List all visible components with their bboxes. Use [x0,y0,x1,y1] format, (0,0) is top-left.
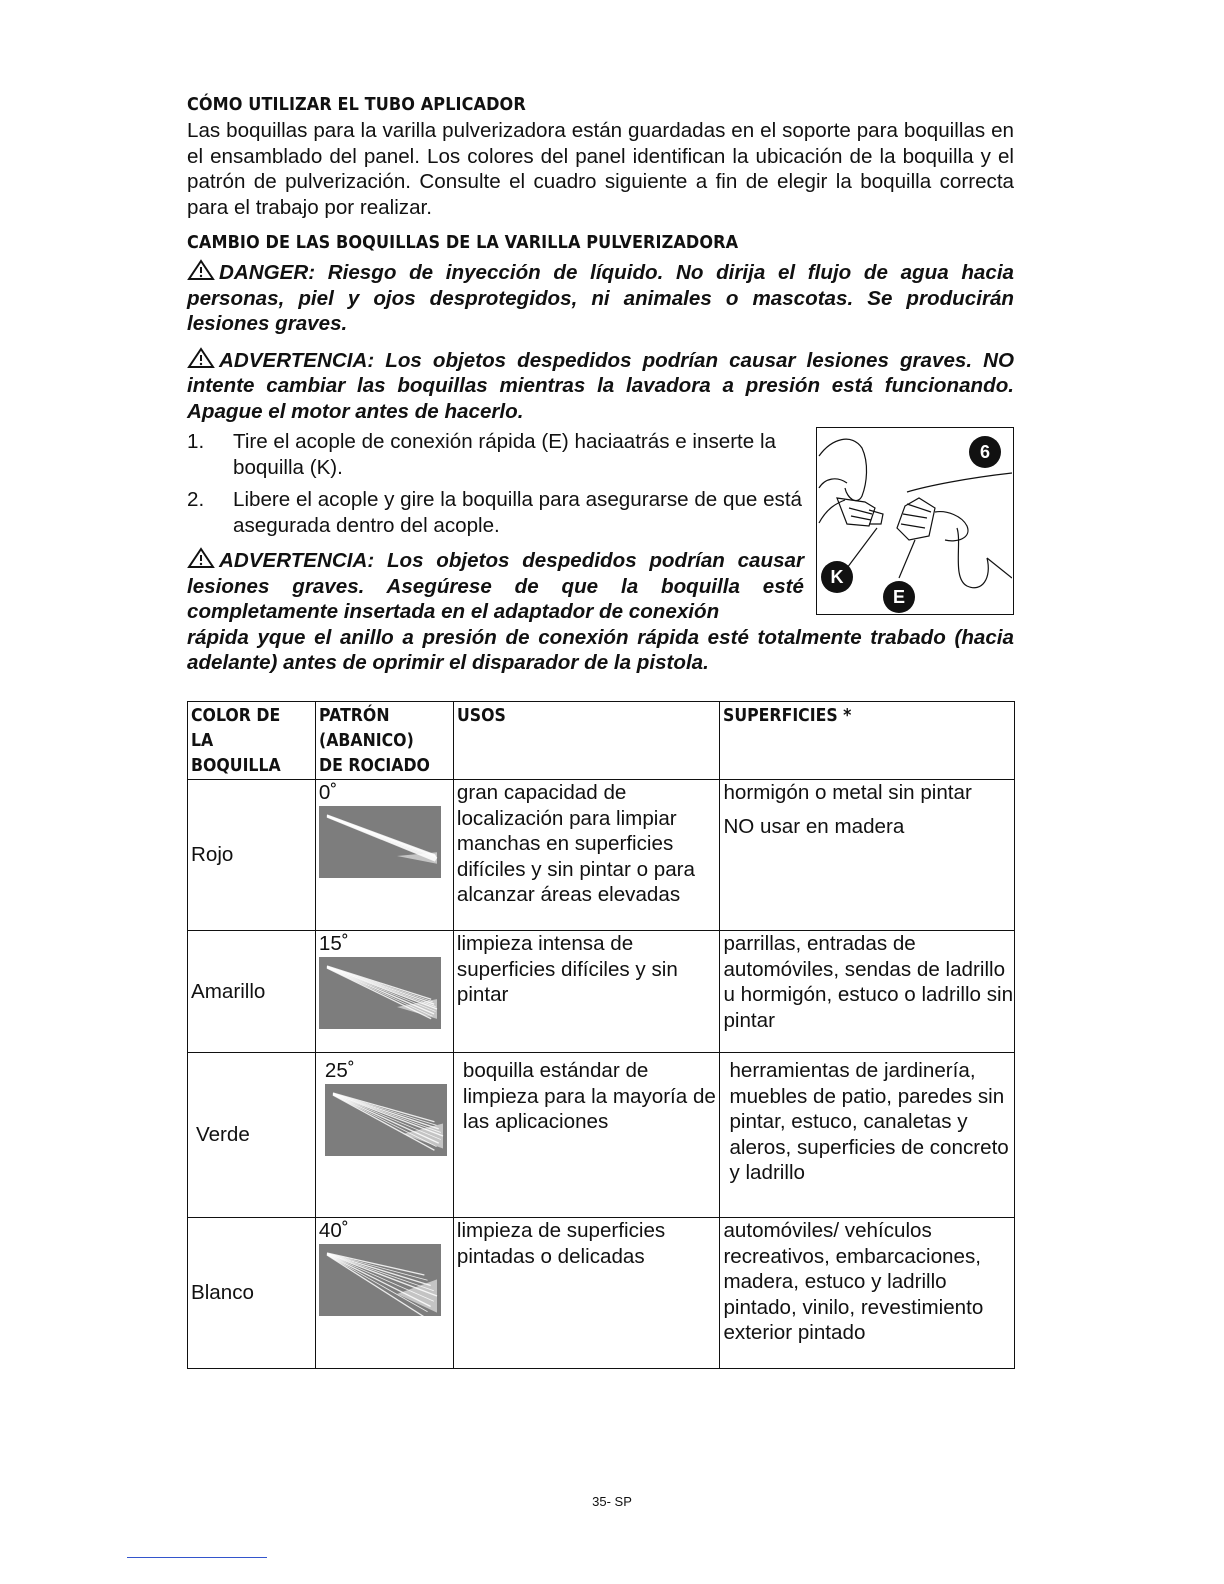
table-row [188,1053,1015,1218]
surfaces-cell: parrillas, entradas de automóviles, sendas de ladrillo u hormigón, estuco o ladrillo sin pintar [720,931,1015,1053]
footer-line [127,1557,267,1558]
warning-triangle-icon [187,347,215,369]
nozzle-install-figure [816,427,1014,615]
surfaces-cell: hormigón o metal sin pintar NO usar en madera [720,780,1015,931]
angle-label: 0˚ [318,781,338,804]
label-k-badge: K [821,561,853,593]
pattern-cell [315,1218,453,1369]
color-cell: Amarillo [188,931,316,1053]
color-cell: Rojo [188,780,316,931]
pattern-cell [315,1053,453,1218]
header-color: COLOR DE LA BOQUILLA [188,702,316,780]
spray-pattern-image [319,1244,441,1316]
spray-pattern-image [319,806,441,878]
page-number: 35- SP [592,1494,632,1509]
angle-label: 40˚ [318,1219,349,1242]
step-item: 2. Libere el acople y gire la boquilla para asegurarse de que está asegurada dentro del acople. [187,488,802,537]
warning-triangle-icon [187,259,215,281]
surfaces-note: NO usar en madera [723,814,905,838]
figure-number-badge: 6 [969,436,1001,468]
section-heading-nozzle-change: CAMBIO DE LAS BOQUILLAS DE LA VARILLA PULVERIZADORA [187,233,739,253]
header-surfaces: SUPERFICIES * [720,702,1015,780]
table-row [188,1218,1015,1369]
advertencia-warning-2 [187,547,804,625]
danger-text: DANGER: Riesgo de inyección de líquido. No dirija el flujo de agua hacia personas, piel y ojos desprotegidos, ni animales o mascotas. Se producirán lesiones graves. [187,261,1014,335]
section-heading-applicator: CÓMO UTILIZAR EL TUBO APLICADOR [187,95,526,115]
spray-pattern-image [319,957,441,1029]
pattern-cell [315,931,453,1053]
advertencia-warning-1 [187,347,1014,425]
step-item: 1. Tire el acople de conexión rápida (E) haciaatrás e inserte la boquilla (K). [187,430,776,479]
warning-triangle-icon [187,547,215,569]
pattern-cell [315,780,453,931]
surfaces-cell: automóviles/ vehículos recreativos, embarcaciones, madera, estuco y ladrillo pintado, vinilo, revestimiento exterior pintado [720,1218,1015,1369]
uses-cell: gran capacidad de localización para limpiar manchas en superficies difíciles y sin pintar o para alcanzar áreas elevadas [453,780,720,931]
header-pattern: PATRÓN (ABANICO) DE ROCIADO [315,702,453,780]
header-uses: USOS [453,702,720,780]
label-e-badge: E [883,581,915,613]
steps-list [187,429,807,538]
spray-pattern-image [325,1084,447,1156]
applicator-paragraph: Las boquillas para la varilla pulverizadora están guardadas en el soporte para boquillas en el ensamblado del panel. Los colores del panel identifican la ubicación de la boquilla y el patrón de pulverización. Consulte el cuadro siguiente a fin de elegir la boquilla correcta para el trabajo por realizar. [187,119,1014,219]
table-row [188,931,1015,1053]
angle-label: 15˚ [318,932,349,955]
nozzle-table [187,701,1015,1369]
surfaces-cell: herramientas de jardinería, muebles de patio, paredes sin pintar, estuco, canaletas y aleros, superficies de concreto y ladrillo [720,1053,1015,1218]
danger-warning [187,259,1014,337]
advertencia-text-1: ADVERTENCIA: Los objetos despedidos podrían causar lesiones graves. NO intente cambiar las boquillas mientras la lavadora a presión está funcionando. Apague el motor antes de hacerlo. [187,348,1014,423]
angle-label: 25˚ [324,1059,355,1082]
uses-cell: boquilla estándar de limpieza para la mayoría de las aplicaciones [453,1053,720,1218]
uses-cell: limpieza intensa de superficies difíciles y sin pintar [453,931,720,1053]
color-cell: Verde [188,1053,316,1218]
advertencia-text-2a: ADVERTENCIA: Los objetos despedidos podrían causar lesiones graves. Asegúrese de que la boquilla esté completamente insertada en el adaptador de conexión [187,549,804,623]
table-row [188,780,1015,931]
uses-cell: limpieza de superficies pintadas o delicadas [453,1218,720,1369]
advertencia-text-2b: rápida yque el anillo a presión de conexión rápida esté totalmente trabado (hacia adelante) antes de oprimir el disparador de la pistola. [187,625,1014,674]
color-cell: Blanco [188,1218,316,1369]
